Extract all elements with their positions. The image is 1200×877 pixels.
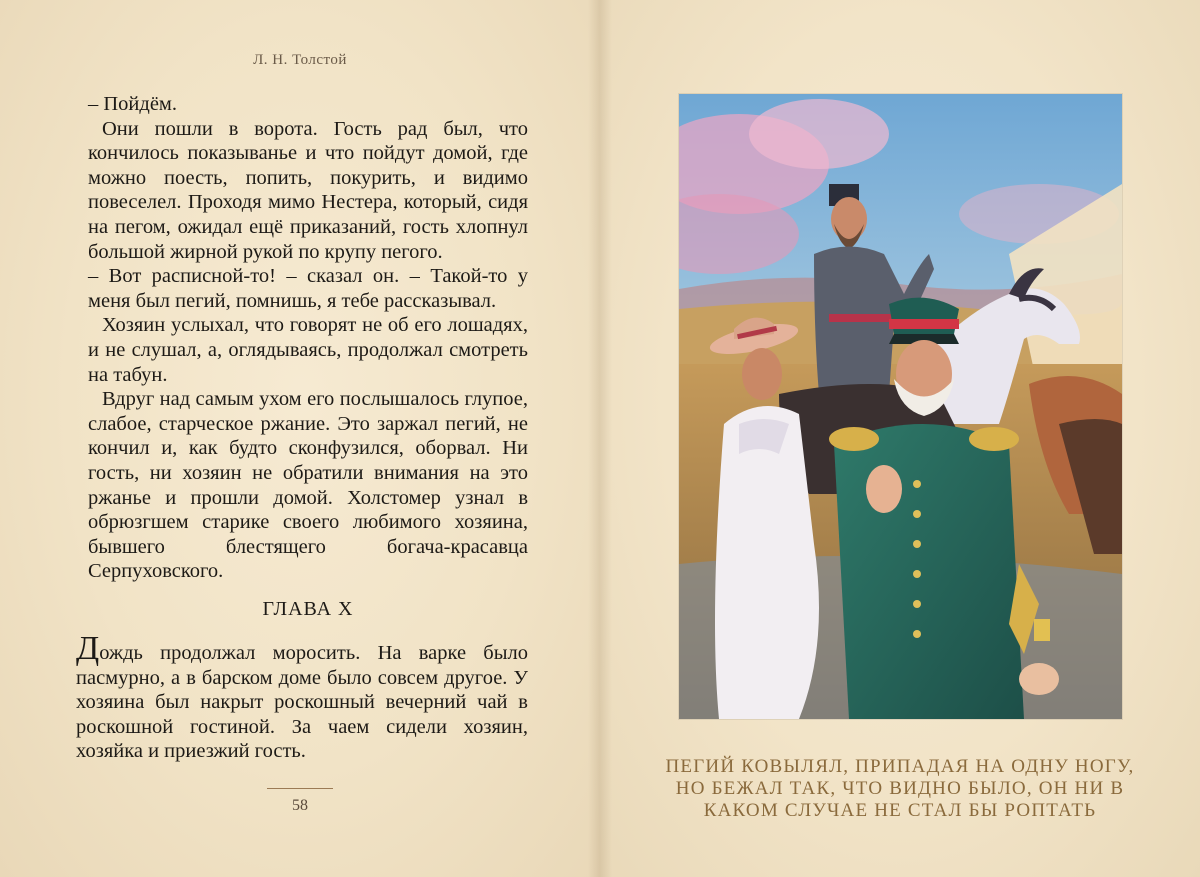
page-number-rule: [267, 788, 333, 789]
right-page: [600, 0, 1200, 877]
paragraph: – Пойдём.: [88, 93, 178, 115]
body-text: [88, 92, 528, 584]
paragraph: Вдруг над самым ухом его послышалось глупое, слабое, старческое ржание. Это заржал пегий, не кончил и, как будто сконфузился, оборвал. Ни гость, ни хозяин не обратили внимания на это ржанье и прошли домой. Холстомер узнал в обрюзгшем старике своего любимого хозяина, бывшего блестящего богача-красавца Серпуховского.: [88, 388, 528, 583]
chapter-title: ГЛАВА X: [262, 598, 354, 620]
illustration-caption: ПЕГИЙ КОВЫЛЯЛ, ПРИПАДАЯ НА ОДНУ НОГУ, НО БЕЖАЛ ТАК, ЧТО ВИДНО БЫЛО, ОН НИ В КАКОМ СЛУЧАЕ НЕ СТАЛ БЫ РОПТАТЬ: [665, 756, 1135, 821]
chapter-text: ождь продолжал моросить. На варке было пасмурно, а в барском доме было совсем другое. У хозяина был накрыт роскошный вечерний чай в роскошной гостиной. За чаем сидели хозяин, хозяйка и приезжий гость.: [76, 642, 528, 763]
page-number: 58: [292, 797, 308, 814]
chapter-paragraph: [76, 630, 528, 764]
drop-cap: Д: [76, 630, 100, 667]
paragraph: – Вот расписной-то! – сказал он. – Такой-то у меня был пегий, помнишь, я тебе рассказывал.: [88, 265, 528, 312]
paragraph: Хозяин услыхал, что говорят не об его лошадях, и не слушал, а, оглядываясь, продолжал смотреть на табун.: [88, 314, 528, 386]
illustration-painting: [679, 94, 1122, 719]
paragraph: Они пошли в ворота. Гость рад был, что кончилось показыванье и что пойдут домой, где можно поесть, попить, покурить, и видимо повеселел. Проходя мимо Нестера, который, сидя на пегом, ожидал ещё приказаний, гость хлопнул большой жирной рукой по крупу пегого.: [88, 117, 528, 263]
running-header: Л. Н. Толстой: [253, 52, 347, 68]
